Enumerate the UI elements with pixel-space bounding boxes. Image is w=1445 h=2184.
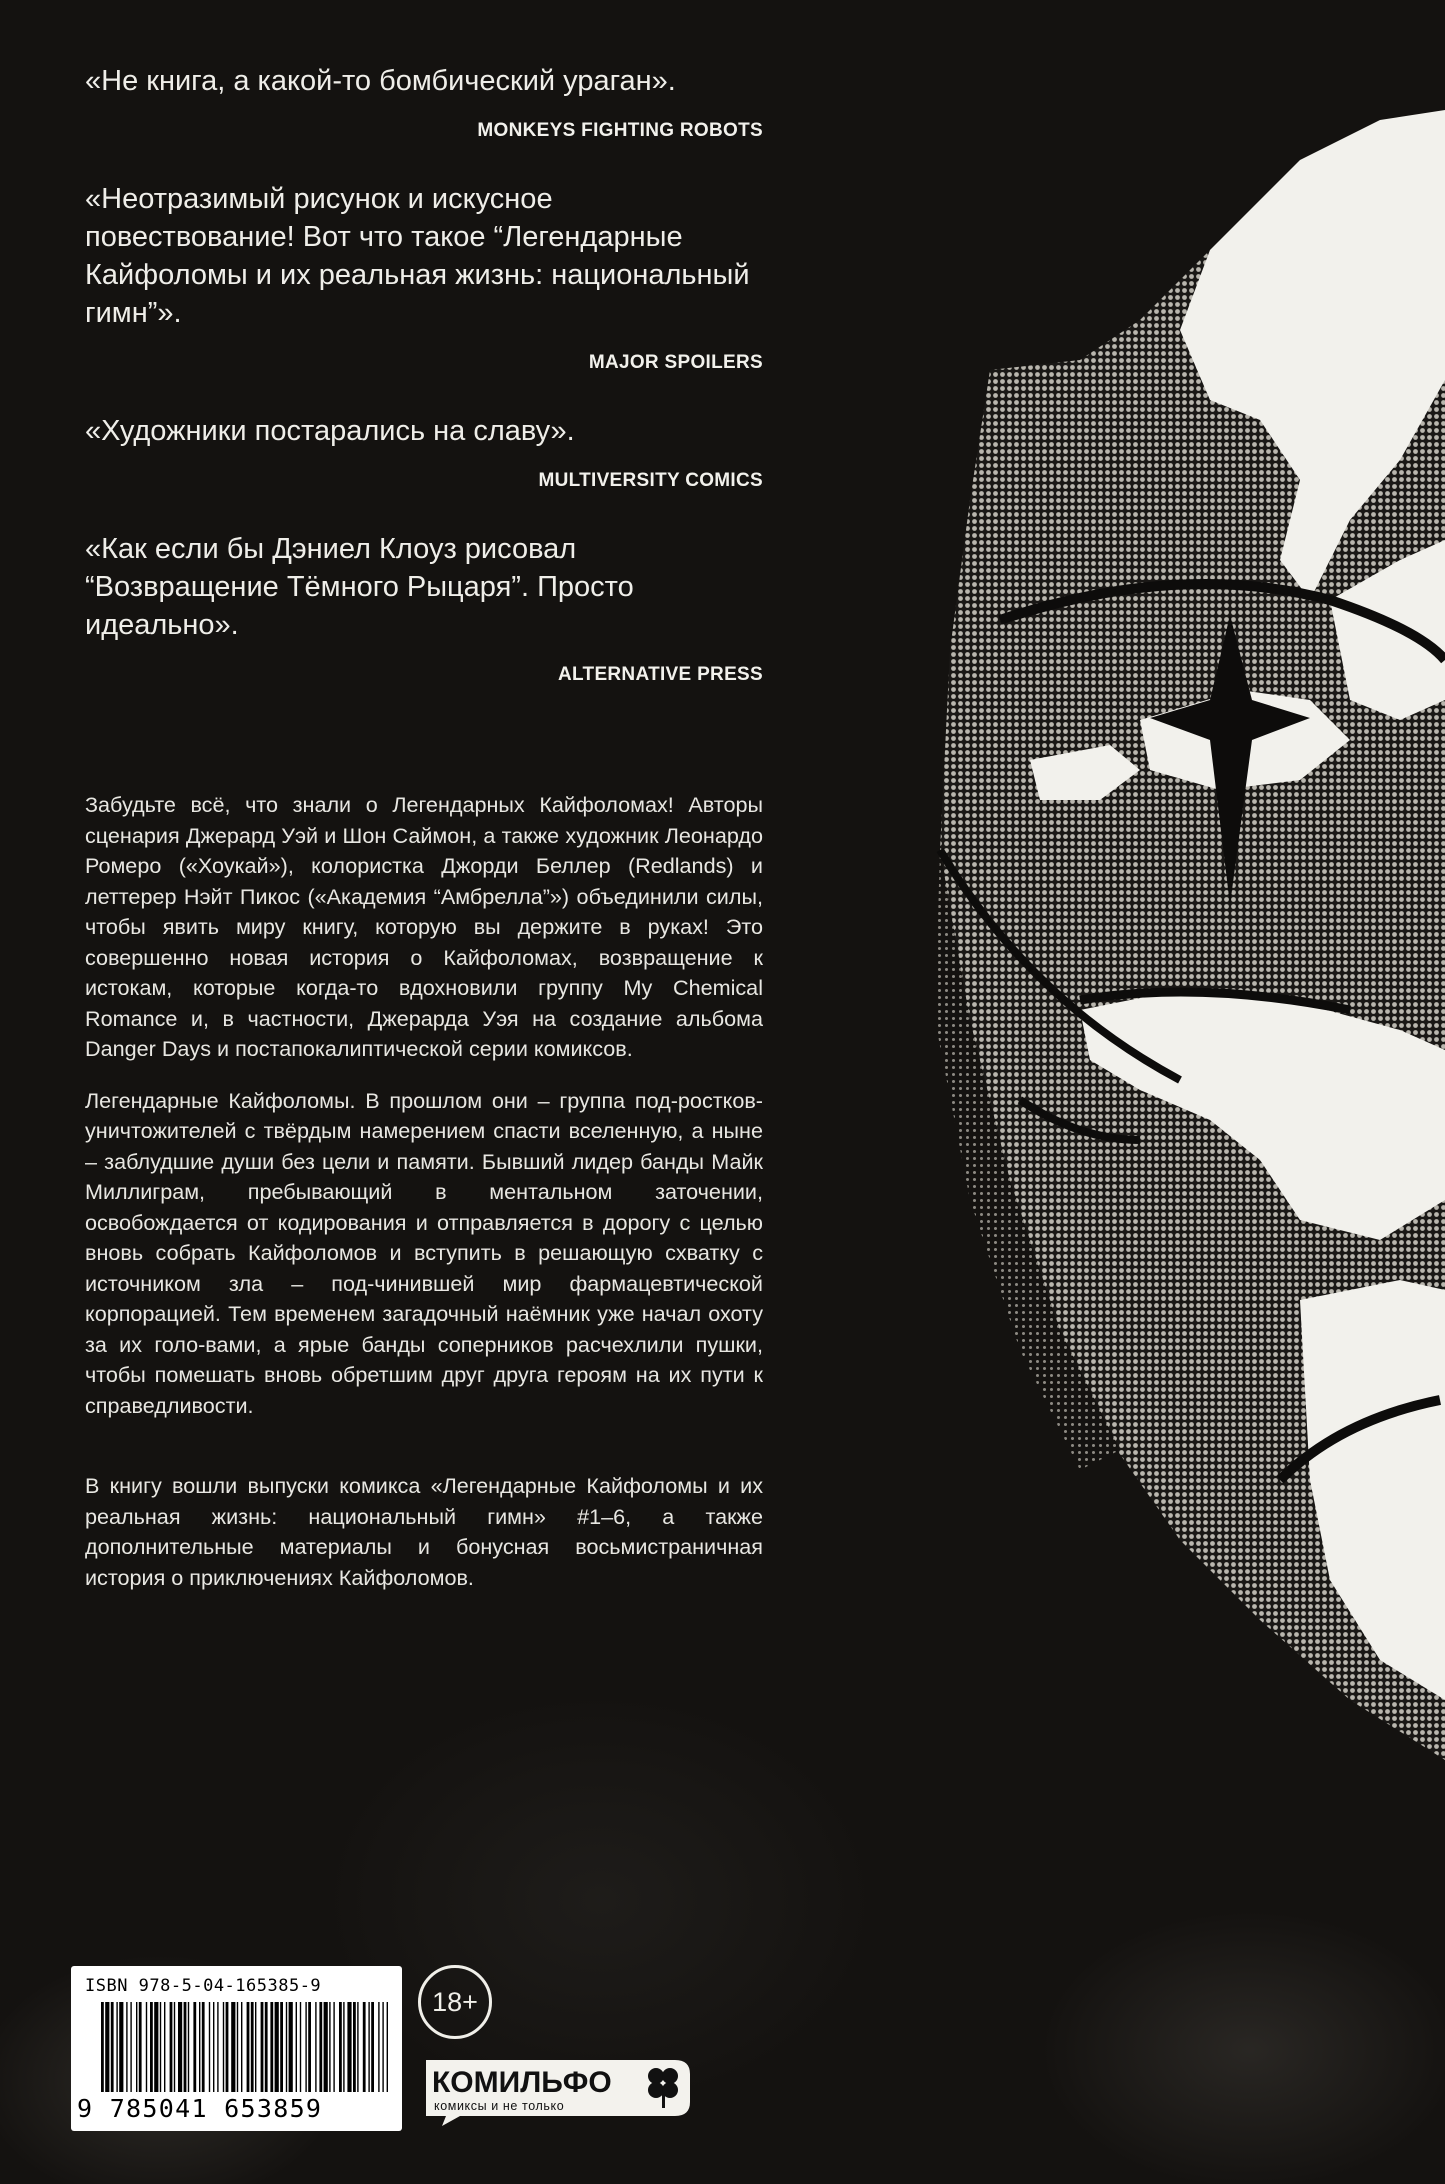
barcode-digits: 9 785041 653859 (77, 2094, 323, 2123)
contents-note: В книгу вошли выпуски комикса «Легендарные Кайфоломы и их реальная жизнь: национальный гимн» #1–6, а также дополнительные материалы и бонусная восьмистраничная история о приключениях Кайфоломов. (85, 1473, 763, 1590)
text-column (85, 62, 763, 1614)
quote-text: «Не книга, а какой-то бомбический ураган». (85, 65, 676, 97)
quote-text: «Неотразимый рисунок и искусное повествование! Вот что такое “Легендарные Кайфоломы и их реальная жизнь: национальный гимн”». (85, 183, 750, 329)
age-rating-badge: 18+ (418, 1965, 492, 2039)
isbn-barcode (71, 1966, 402, 2131)
description-paragraph: Легендарные Кайфоломы. В прошлом они – группа под-ростков-уничтожителей с твёрдым намерением спасти вселенную, а ныне – заблудшие души без цели и памяти. Бывший лидер банды Майк Миллиграм, пребывающий в ментальном заточении, освобождается от кодирования и отправляется в дорогу с целью вновь собрать Кайфоломов и вступить в решающую схватку с источником зла – под-чинившей мир фармацевтической корпорацией. Тем временем загадочный наёмник уже начал охоту за их голо-вами, а ярые банды соперников расчехлили пушки, чтобы помешать вновь обретшим друг друга героям на их пути к справедливости. (85, 1087, 763, 1418)
isbn-label: ISBN 978-5-04-165385-9 (85, 1976, 322, 1996)
quote-source: MULTIVERSITY COMICS (538, 470, 763, 491)
quote-source: MAJOR SPOILERS (588, 352, 763, 373)
publisher-name: КОМИЛЬФО (432, 2066, 612, 2099)
quote-source: MONKEYS FIGHTING ROBOTS (477, 120, 763, 141)
halftone-clown-face-illustration (880, 0, 1445, 2184)
quote-source: ALTERNATIVE PRESS (558, 664, 763, 685)
review-quote (85, 62, 763, 142)
review-quote (85, 412, 763, 492)
review-quote (85, 180, 763, 374)
publisher-tagline: комиксы и не только (434, 2099, 565, 2113)
quote-text: «Художники постарались на славу». (85, 415, 575, 447)
publisher-logo (420, 2052, 700, 2128)
description-paragraph: Забудьте всё, что знали о Легендарных Кайфоломах! Авторы сценария Джерард Уэй и Шон Саймон, а также художник Леонардо Ромеро («Хоукай»), колористка Джорди Беллер (Redlands) и леттерер Нэйт Пикос («Академия “Амбрелла”») объединили силы, чтобы явить миру книгу, которую вы держите в руках! Это совершенно новая история о Кайфоломах, возвращение к истокам, которые когда-то вдохновили группу My Chemical Romance и, в частности, Джерарда Уэя на создание альбома Danger Days и постапокалиптической серии комиксов. (85, 792, 763, 1061)
review-quote (85, 530, 763, 686)
quote-text: «Как если бы Дэниел Клоуз рисовал “Возвращение Тёмного Рыцаря”. Просто идеально». (85, 533, 634, 641)
